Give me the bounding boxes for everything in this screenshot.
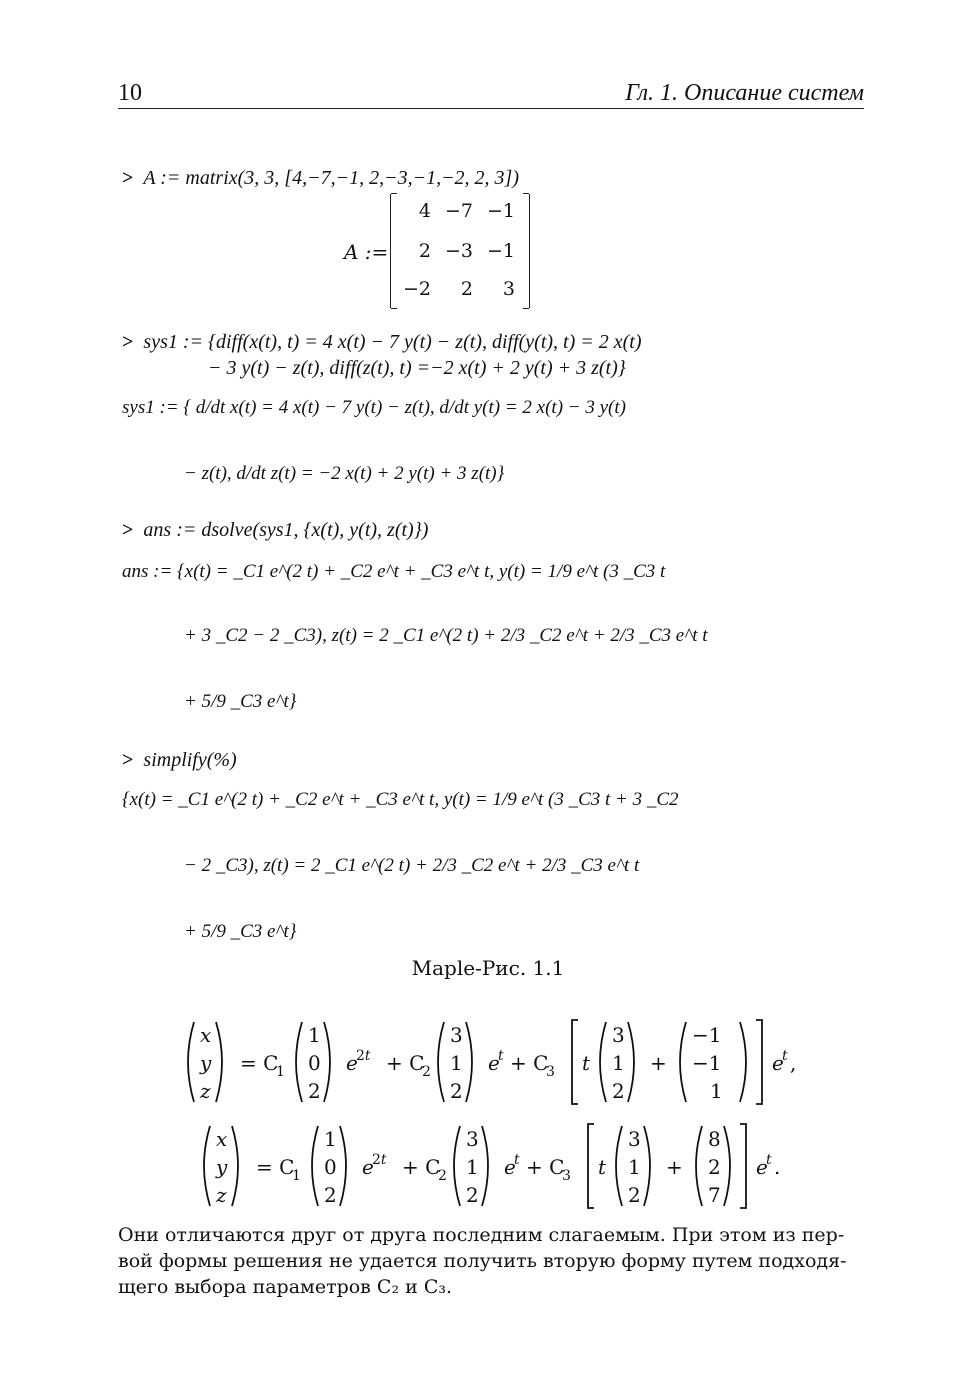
svg-text:2: 2	[308, 1079, 321, 1103]
svg-text:,: ,	[790, 1051, 797, 1075]
output-simplify-line1: {x(t) = _C1 e^(2 t) + _C2 e^t + _C3 e^t t, y(t) = 1/9 e^t (3 _C3 t + 3 _C2	[122, 789, 679, 810]
maple-input-3	[122, 518, 428, 542]
svg-text:2t: 2t	[356, 1048, 371, 1064]
svg-text:8: 8	[708, 1127, 721, 1151]
svg-text:3: 3	[628, 1127, 641, 1151]
svg-text:−1: −1	[692, 1023, 722, 1047]
svg-text:0: 0	[308, 1051, 321, 1075]
svg-text:.: .	[774, 1155, 781, 1179]
svg-text:x: x	[216, 1127, 228, 1151]
svg-text:e: e	[346, 1051, 358, 1075]
svg-text:1: 1	[292, 1168, 301, 1184]
output-sys1-line2: − z(t), d/dt z(t) = −2 x(t) + 2 y(t) + 3 z(t)}	[184, 463, 505, 484]
svg-text:2: 2	[628, 1183, 641, 1207]
svg-text:t: t	[782, 1048, 788, 1064]
svg-text:e: e	[362, 1155, 374, 1179]
matrix-brackets	[390, 194, 530, 308]
paragraph-line-3: щего выбора параметров C₂ и C₃.	[118, 1276, 453, 1298]
maple-prompt: >	[122, 167, 134, 189]
svg-text:2t: 2t	[372, 1152, 387, 1168]
paragraph-line-1: Они отличаются друг от друга последним слагаемым. При этом из пер-	[118, 1224, 845, 1246]
maple-prompt: >	[122, 749, 134, 771]
svg-text:+ C: + C	[510, 1051, 549, 1075]
svg-text:3: 3	[612, 1023, 625, 1047]
cmd-simplify: simplify(%)	[143, 749, 237, 771]
matrix-cell: −1	[486, 240, 515, 262]
svg-text:1: 1	[276, 1064, 285, 1080]
paragraph-line-2: вой формы решения не удается получить вторую форму путем подходя-	[118, 1250, 847, 1272]
svg-text:−1: −1	[692, 1051, 722, 1075]
svg-text:+ C: + C	[386, 1051, 425, 1075]
matrix-cell: −7	[444, 200, 473, 222]
svg-text:t: t	[582, 1051, 591, 1075]
svg-text:1: 1	[612, 1051, 625, 1075]
svg-text:1: 1	[324, 1127, 337, 1151]
maple-prompt: >	[122, 519, 134, 541]
svg-text:1: 1	[466, 1155, 479, 1179]
svg-text:y: y	[216, 1155, 228, 1179]
svg-text:= C: = C	[256, 1155, 295, 1179]
svg-text:t: t	[766, 1152, 772, 1168]
matrix-cell: 2	[418, 240, 431, 262]
body-paragraph	[118, 1222, 864, 1300]
cmd-dsolve: ans := dsolve(sys1, {x(t), y(t), z(t)})	[143, 519, 429, 541]
svg-text:3: 3	[466, 1127, 479, 1151]
svg-text:= C: = C	[240, 1051, 279, 1075]
maple-input-4	[122, 748, 237, 772]
svg-text:1: 1	[450, 1051, 463, 1075]
svg-text:e: e	[488, 1051, 500, 1075]
svg-text:y: y	[200, 1051, 212, 1075]
matrix-cell: 2	[460, 278, 473, 300]
output-ans-line2: + 3 _C2 − 2 _C3), z(t) = 2 _C1 e^(2 t) + 2/3 _C2 e^t + 2/3 _C3 e^t t	[184, 625, 708, 646]
output-sys1-line1: sys1 := { d/dt x(t) = 4 x(t) − 7 y(t) − z(t), d/dt y(t) = 2 x(t) − 3 y(t)	[122, 397, 626, 418]
svg-text:2: 2	[422, 1064, 431, 1080]
svg-text:e: e	[504, 1155, 516, 1179]
equation-2	[196, 1120, 796, 1212]
svg-text:2: 2	[450, 1079, 463, 1103]
output-simplify-line2: − 2 _C3), z(t) = 2 _C1 e^(2 t) + 2/3 _C2 e^t + 2/3 _C3 e^t t	[184, 855, 640, 876]
output-simplify-line3: + 5/9 _C3 e^t}	[184, 921, 297, 942]
chapter-title: Гл. 1. Описание систем	[625, 80, 864, 106]
output-ans-line3: + 5/9 _C3 e^t}	[184, 691, 297, 712]
matrix-cell: −2	[402, 278, 431, 300]
svg-text:z: z	[200, 1079, 211, 1103]
matrix-cell: −1	[486, 200, 515, 222]
matrix-cell: 4	[418, 200, 431, 222]
svg-text:t: t	[498, 1048, 504, 1064]
svg-text:+: +	[666, 1155, 683, 1179]
svg-text:+ C: + C	[526, 1155, 565, 1179]
svg-text:3: 3	[546, 1064, 555, 1080]
matrix-label: A :=	[344, 240, 389, 264]
svg-text:0: 0	[324, 1155, 337, 1179]
figure-caption: Maple-Рис. 1.1	[411, 956, 565, 980]
page-number: 10	[118, 80, 142, 106]
svg-text:+ C: + C	[402, 1155, 441, 1179]
svg-text:t: t	[598, 1155, 607, 1179]
maple-input-2	[122, 330, 642, 354]
svg-text:3: 3	[450, 1023, 463, 1047]
output-ans-line1: ans := {x(t) = _C1 e^(2 t) + _C2 e^t + _C3 e^t t, y(t) = 1/9 e^t (3 _C3 t	[122, 561, 666, 582]
maple-prompt: >	[122, 331, 134, 353]
svg-text:+: +	[650, 1051, 667, 1075]
svg-text:e: e	[756, 1155, 768, 1179]
matrix-cell: −3	[444, 240, 473, 262]
svg-text:2: 2	[324, 1183, 337, 1207]
equation-1	[180, 1016, 820, 1108]
svg-text:2: 2	[708, 1155, 721, 1179]
svg-text:e: e	[772, 1051, 784, 1075]
cmd-sys1-line1: sys1 := {diff(x(t), t) = 4 x(t) − 7 y(t) − z(t), diff(y(t), t) = 2 x(t)	[143, 331, 642, 353]
svg-text:1: 1	[628, 1155, 641, 1179]
cmd-matrix: A := matrix(3, 3, [4,−7,−1, 2,−3,−1,−2, 2, 3])	[143, 167, 520, 189]
header-rule	[118, 108, 864, 109]
svg-text:7: 7	[708, 1183, 721, 1207]
svg-text:2: 2	[612, 1079, 625, 1103]
svg-text:3: 3	[562, 1168, 571, 1184]
cmd-sys1-line2: − 3 y(t) − z(t), diff(z(t), t) =−2 x(t) + 2 y(t) + 3 z(t)}	[208, 357, 626, 379]
svg-text:2: 2	[466, 1183, 479, 1207]
svg-text:1: 1	[308, 1023, 321, 1047]
matrix-cell: 3	[502, 278, 515, 300]
svg-text:t: t	[514, 1152, 520, 1168]
maple-input-1	[122, 166, 519, 190]
svg-text:2: 2	[438, 1168, 447, 1184]
svg-text:1: 1	[710, 1079, 723, 1103]
svg-text:x: x	[200, 1023, 212, 1047]
svg-text:z: z	[216, 1183, 227, 1207]
